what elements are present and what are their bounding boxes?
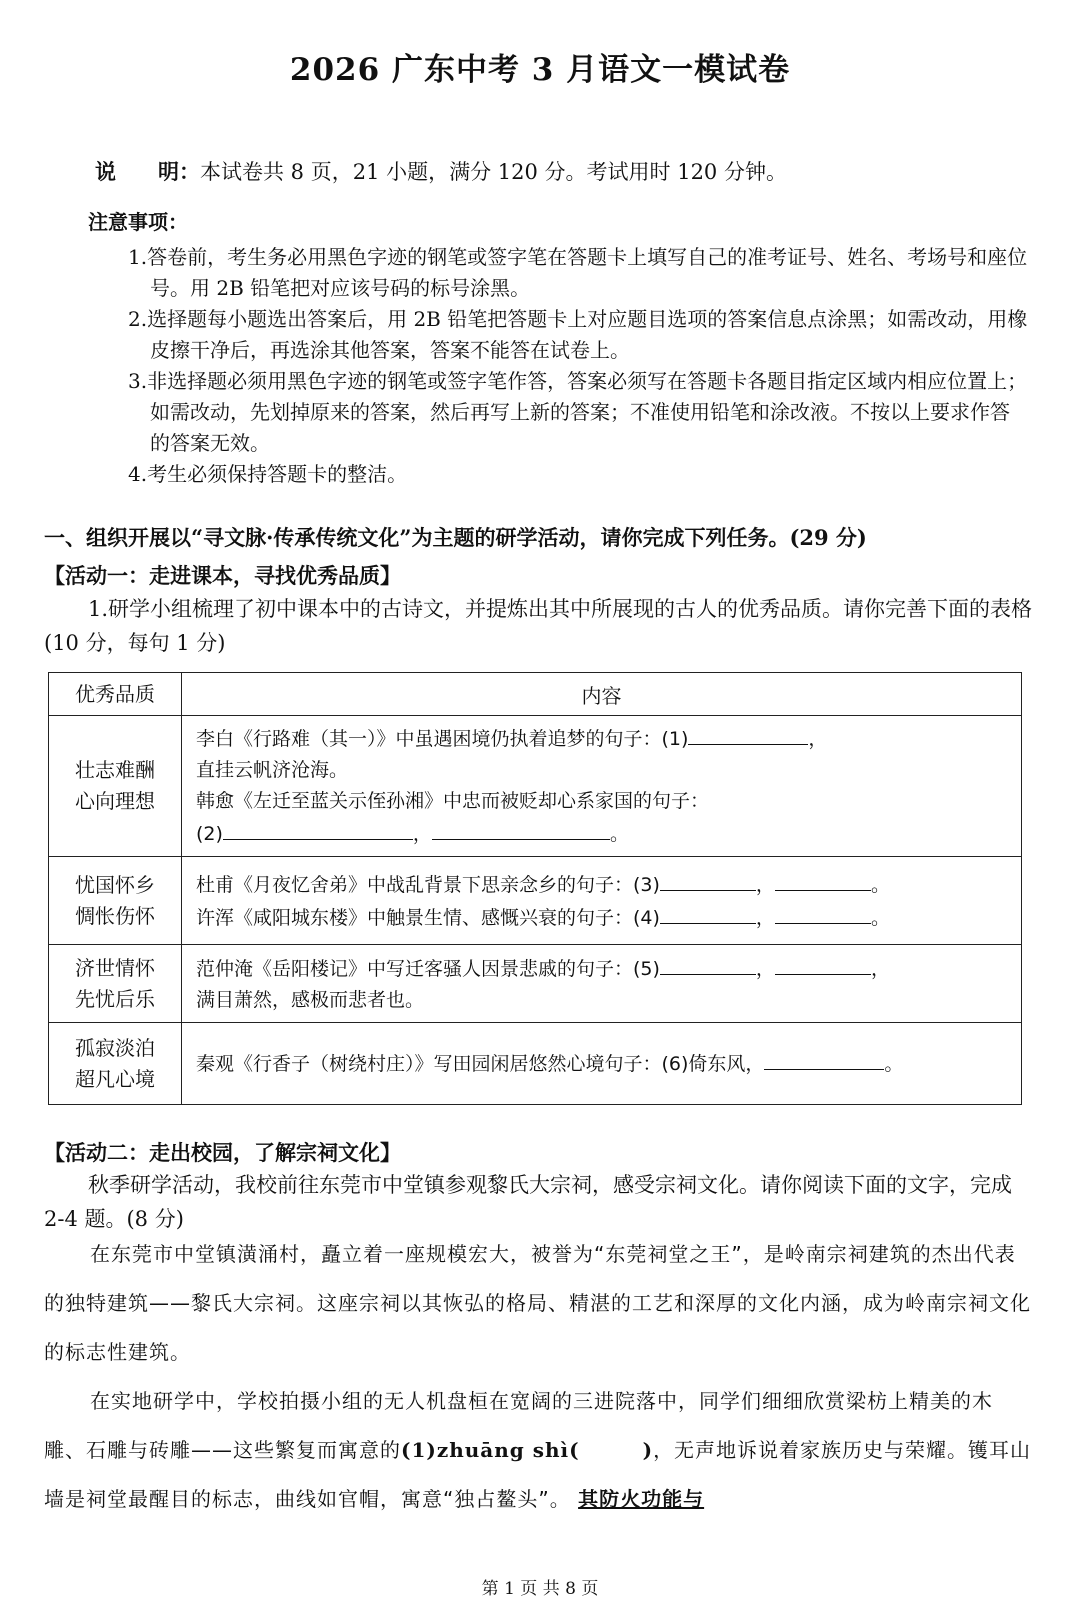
content-text: 杜甫《月夜忆舍弟》中战乱背景下思亲念乡的句子：(3) — [196, 873, 660, 896]
activity-1-title: 【活动一：走进课本，寻找优秀品质】 — [44, 563, 401, 588]
quality-cell — [49, 945, 182, 1023]
passage-paragraph — [44, 1377, 1034, 1524]
answer-blank[interactable] — [660, 901, 756, 924]
table-row — [49, 1023, 1022, 1105]
activity-2-title: 【活动二：走出校园，了解宗祠文化】 — [44, 1140, 401, 1165]
explain-text: 本试卷共 8 页，21 小题，满分 120 分。考试用时 120 分钟。 — [200, 160, 787, 184]
answer-blank[interactable] — [660, 952, 756, 975]
answer-blank[interactable] — [775, 901, 871, 924]
content-cell — [182, 1023, 1022, 1105]
table-header-row — [49, 673, 1022, 716]
passage-text: ，无声地诉说着家族历史与荣耀。镬耳山墙是祠堂最醒目的标志，曲线如官帽，寓意“独占鳌头”。 — [44, 1438, 1032, 1511]
page-title: 2026 广东中考 3 月语文一模试卷 — [289, 52, 791, 88]
header-content: 内容 — [182, 673, 1022, 716]
notice-heading: 注意事项： — [88, 210, 188, 234]
quality-text: 先忧后乐 — [75, 986, 155, 1011]
passage-paragraph: 在东莞市中堂镇潢涌村，矗立着一座规模宏大，被誉为“东莞祠堂之王”，是岭南宗祠建筑的杰出代表的独特建筑——黎氏大宗祠。这座宗祠以其恢弘的格局、精湛的工艺和深厚的文化内涵，成为岭南宗祠文化的标志性建筑。 — [44, 1242, 1031, 1364]
quality-text: 惆怅伤怀 — [75, 903, 155, 928]
exam-explanation — [95, 156, 787, 186]
quality-cell — [49, 716, 182, 857]
passage-text: 在实地研学中，学校拍摄小组的无人机盘桓在宽阔的三进院落中，同学们细细欣赏梁枋上精美的木雕、石雕与砖雕——这些繁复而寓意的 — [44, 1389, 993, 1462]
content-text: 满目萧然，感极而悲者也。 — [196, 988, 425, 1011]
notice-item: 3.非选择题必须用黑色字迹的钢笔或签字笔作答，答案必须写在答题卡各题目指定区域内相应位置上；如需改动，先划掉原来的答案，然后再写上新的答案；不准使用铅笔和涂改液。不按以上要求作答的答案无效。 — [128, 369, 1028, 455]
quality-text: 孤寂淡泊 — [75, 1035, 155, 1060]
answer-blank[interactable] — [775, 868, 871, 891]
punct: 。 — [609, 823, 629, 845]
quality-text: 济世情怀 — [75, 955, 155, 980]
quality-text: 壮志难酬 — [75, 758, 155, 782]
activity-1-intro: 1.研学小组梳理了初中课本中的古诗文，并提炼出其中所展现的古人的优秀品质。请你完善下面的表格(10 分，每句 1 分) — [44, 597, 1033, 655]
notice-item: 1.答卷前，考生务必用黑色字迹的钢笔或签字笔在答题卡上填写自己的准考证号、姓名、考场号和座位号。用 2B 铅笔把对应该号码的标号涂黑。 — [128, 245, 1028, 300]
underlined-text: 其防火功能与 — [578, 1487, 705, 1511]
page-footer: 第 1 页 共 8 页 — [481, 1579, 599, 1599]
punct: ， — [755, 957, 775, 980]
content-text: 范仲淹《岳阳楼记》中写迁客骚人因景悲戚的句子：(5) — [196, 957, 660, 980]
qualities-table — [48, 672, 1022, 1105]
quality-cell — [49, 857, 182, 945]
table-row — [49, 716, 1022, 857]
header-quality: 优秀品质 — [49, 673, 182, 716]
answer-blank[interactable] — [432, 817, 610, 840]
answer-blank[interactable] — [775, 952, 871, 975]
punct: 。 — [870, 906, 890, 929]
answer-blank[interactable] — [764, 1047, 884, 1070]
content-cell — [182, 857, 1022, 945]
punct: 。 — [870, 873, 890, 896]
punct: 。 — [884, 1053, 904, 1075]
activity-2-intro: 秋季研学活动，我校前往东莞市中堂镇参观黎氏大宗祠，感受宗祠文化。请你阅读下面的文字，完成 2-4 题。(8 分) — [44, 1173, 1012, 1231]
quality-text: 忧国怀乡 — [75, 872, 155, 897]
table-row — [49, 857, 1022, 945]
pinyin-question: (1)zhuāng shì( ) — [401, 1438, 654, 1462]
section-1-title: 一、组织开展以“寻文脉·传承传统文化”为主题的研学活动，请你完成下列任务。(29 分) — [44, 525, 867, 550]
punct: ， — [808, 728, 828, 750]
table-row — [49, 945, 1022, 1023]
punct: ， — [755, 906, 775, 929]
explain-label: 说 明： — [95, 159, 200, 184]
punct: ， — [755, 873, 775, 896]
content-cell — [182, 716, 1022, 857]
quality-text: 心向理想 — [75, 789, 155, 813]
notice-item: 4.考生必须保持答题卡的整洁。 — [128, 462, 408, 486]
punct: ， — [412, 823, 432, 845]
notice-item: 2.选择题每小题选出答案后，用 2B 铅笔把答题卡上对应题目选项的答案信息点涂黑；如需改动，用橡皮擦干净后，再选涂其他答案，答案不能答在试卷上。 — [128, 307, 1028, 362]
answer-blank[interactable] — [223, 817, 413, 840]
answer-blank[interactable] — [688, 722, 808, 745]
quality-cell — [49, 1023, 182, 1105]
content-text: 秦观《行香子（树绕村庄）》写田园闲居悠然心境句子：(6)倚东风， — [196, 1053, 765, 1075]
content-text: (2) — [196, 823, 223, 845]
content-text: 许浑《咸阳城东楼》中触景生情、感慨兴衰的句子：(4) — [196, 906, 660, 929]
quality-text: 超凡心境 — [75, 1066, 155, 1091]
content-text: 韩愈《左迁至蓝关示侄孙湘》中忠而被贬却心系家国的句子： — [196, 790, 710, 812]
content-cell — [182, 945, 1022, 1023]
content-text: 直挂云帆济沧海。 — [196, 759, 349, 781]
notice-list — [128, 242, 1028, 490]
content-text: 李白《行路难（其一）》中虽遇困境仍执着追梦的句子：(1) — [196, 728, 689, 750]
punct: ， — [870, 957, 890, 980]
answer-blank[interactable] — [660, 868, 756, 891]
